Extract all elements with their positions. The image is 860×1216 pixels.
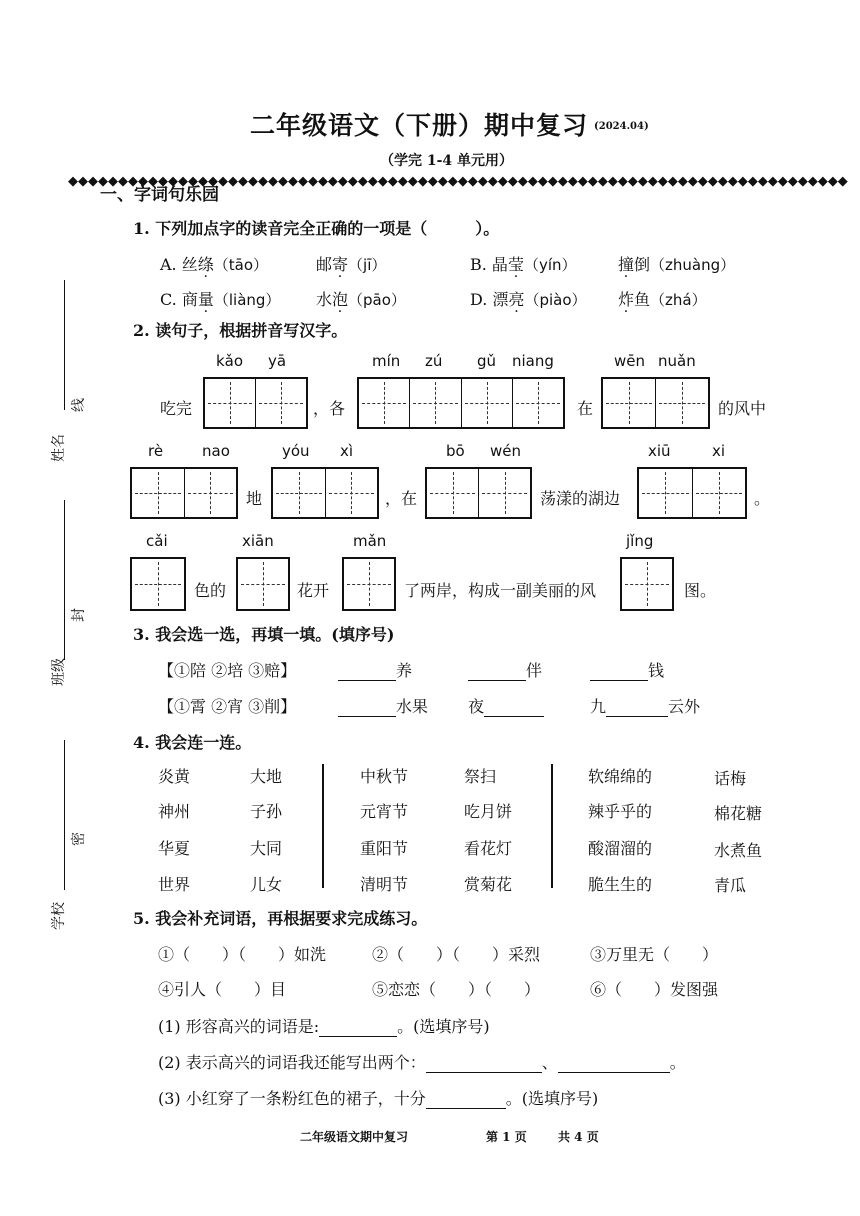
class-line bbox=[64, 500, 65, 660]
pinyin-nuan: nuǎn bbox=[658, 352, 696, 370]
binding-feng: 封 bbox=[68, 608, 88, 622]
pinyin-xiu: xiū bbox=[648, 442, 671, 460]
section-heading: 一、字词句乐园 bbox=[100, 185, 219, 205]
q4-col1-item[interactable]: 神州 bbox=[158, 802, 191, 821]
q4-col5-item[interactable]: 脆生生的 bbox=[588, 875, 653, 894]
q4-col4-item[interactable]: 祭扫 bbox=[464, 767, 497, 786]
q2-text-ge: ，各 bbox=[313, 399, 346, 418]
q3-row2-options: 【①霄 ②宵 ③削】 bbox=[158, 697, 297, 716]
q5-heading: 5. 我会补充词语，再根据要求完成练习。 bbox=[133, 909, 428, 928]
footer-page-number: 第 1 页 bbox=[486, 1130, 527, 1144]
q4-col2-item[interactable]: 子孙 bbox=[250, 802, 283, 821]
q4-col3-item[interactable]: 重阳节 bbox=[360, 839, 409, 858]
write-grid-renao[interactable] bbox=[130, 467, 238, 519]
q4-col6-item[interactable]: 水煮鱼 bbox=[714, 841, 763, 860]
q5-subq-3: (3) 小红穿了一条粉红色的裙子，十分 。(选填序号) bbox=[158, 1089, 599, 1108]
q4-col2-item[interactable]: 大地 bbox=[250, 767, 283, 786]
q4-col1-item[interactable]: 世界 bbox=[158, 875, 191, 894]
q5-idiom-4[interactable]: ④引人（ ）目 bbox=[158, 980, 287, 999]
q4-col6-item[interactable]: 话梅 bbox=[714, 769, 747, 788]
q3-blank[interactable] bbox=[484, 700, 544, 717]
q4-col5-item[interactable]: 辣乎乎的 bbox=[588, 802, 653, 821]
q4-col3-item[interactable]: 清明节 bbox=[360, 875, 409, 894]
q5-blank[interactable] bbox=[426, 1056, 542, 1073]
pinyin-jing: jǐng bbox=[626, 532, 654, 550]
pinyin-bo: bō bbox=[446, 442, 465, 460]
binding-diamond-border: ◆◆◆◆◆◆◆◆◆◆◆◆◆◆◆◆◆◆◆◆◆◆◆◆◆◆◆◆◆◆◆◆◆◆◆◆◆◆◆◆◆◆◆◆◆◆◆◆◆◆◆◆◆◆◆◆◆◆◆◆◆◆◆◆◆◆◆◆◆◆◆◆◆◆◆◆◆◆ bbox=[68, 174, 848, 189]
q2-text-zai: 在 bbox=[577, 399, 594, 418]
q2-text-chiwan: 吃完 bbox=[160, 399, 193, 418]
q2-text-period: 。 bbox=[754, 489, 771, 508]
q4-col5-item[interactable]: 酸溜溜的 bbox=[588, 839, 653, 858]
pinyin-niang: niang bbox=[512, 352, 554, 370]
footer-title: 二年级语文期中复习 bbox=[300, 1130, 409, 1144]
q1-option-c-word2: 水泡（pāo） bbox=[316, 290, 406, 309]
q2-text-tu: 图。 bbox=[684, 581, 717, 600]
pinyin-ya: yā bbox=[268, 352, 287, 370]
q1-option-c: C. 商量（liàng） bbox=[160, 290, 281, 309]
q2-heading: 2. 读句子，根据拼音写汉字。 bbox=[133, 321, 348, 340]
pinyin-wen2: wén bbox=[490, 442, 522, 460]
write-grid-youxi[interactable] bbox=[271, 467, 379, 519]
q5-blank[interactable] bbox=[558, 1056, 670, 1073]
q3-row1-item1: 养 bbox=[338, 658, 412, 681]
q3-row2-item2: 夜 bbox=[468, 694, 544, 717]
pinyin-gu: gǔ bbox=[477, 352, 497, 370]
q3-blank[interactable] bbox=[606, 700, 668, 717]
q4-col2-item[interactable]: 儿女 bbox=[250, 875, 283, 894]
q2-text-huakai: 花开 bbox=[297, 581, 330, 600]
q5-idiom-5[interactable]: ⑤恋恋（ ）（ ） bbox=[372, 980, 541, 999]
q5-blank[interactable] bbox=[426, 1092, 506, 1109]
q3-blank[interactable] bbox=[338, 700, 396, 717]
q5-idiom-2[interactable]: ②（ ）（ ）采烈 bbox=[372, 945, 541, 964]
q4-col4-item[interactable]: 看花灯 bbox=[464, 839, 513, 858]
q4-col2-item[interactable]: 大同 bbox=[250, 839, 283, 858]
binding-xian: 线 bbox=[68, 398, 88, 412]
q1-option-a-word2: 邮寄（jī） bbox=[316, 255, 387, 274]
write-grid-wennuan[interactable] bbox=[601, 377, 710, 429]
class-label: 班级 bbox=[51, 658, 67, 686]
q2-text-di: 地 bbox=[246, 489, 263, 508]
pinyin-kao: kǎo bbox=[216, 352, 244, 370]
q1-option-a: A. 丝绦（tāo） bbox=[160, 255, 269, 274]
q2-text-zai2: ，在 bbox=[385, 489, 418, 508]
q5-idiom-1[interactable]: ①（ ）（ ）如洗 bbox=[158, 945, 327, 964]
q4-col4-item[interactable]: 赏菊花 bbox=[464, 875, 513, 894]
q3-row1-options: 【①陪 ②培 ③赔】 bbox=[158, 661, 297, 680]
q4-separator-2 bbox=[551, 764, 553, 888]
write-grid-cai[interactable] bbox=[130, 557, 186, 611]
pinyin-cai: cǎi bbox=[146, 532, 168, 550]
q3-row1-item3: 钱 bbox=[590, 658, 664, 681]
q4-col3-item[interactable]: 元宵节 bbox=[360, 802, 409, 821]
q1-option-b: B. 晶莹（yín） bbox=[470, 255, 577, 274]
pinyin-you: yóu bbox=[282, 442, 310, 460]
q3-row2-item3: 九 云外 bbox=[590, 697, 701, 716]
write-grid-kaoya[interactable] bbox=[203, 377, 308, 429]
q4-col5-item[interactable]: 软绵绵的 bbox=[588, 767, 653, 786]
name-label: 姓名 bbox=[51, 434, 67, 462]
write-grid-xiuxi[interactable] bbox=[637, 467, 747, 519]
write-grid-xian[interactable] bbox=[236, 557, 290, 611]
write-grid-jing[interactable] bbox=[620, 557, 674, 611]
q3-heading: 3. 我会选一选，再填一填。(填序号) bbox=[133, 625, 395, 644]
pinyin-wen: wēn bbox=[614, 352, 646, 370]
q1-option-b-word2: 撞倒（zhuàng） bbox=[618, 255, 736, 274]
q1-heading: 1. 下列加点字的读音完全正确的一项是（ ）。 bbox=[133, 219, 500, 238]
q2-text-sede: 色的 bbox=[194, 581, 227, 600]
footer-total-pages: 共 4 页 bbox=[558, 1130, 599, 1144]
pinyin-min: mín bbox=[372, 352, 401, 370]
q3-blank[interactable] bbox=[468, 664, 526, 681]
school-label: 学校 bbox=[51, 902, 67, 930]
q4-heading: 4. 我会连一连。 bbox=[133, 733, 252, 752]
q3-blank[interactable] bbox=[338, 664, 396, 681]
binding-mi: 密 bbox=[68, 832, 88, 846]
pinyin-xian: xiān bbox=[242, 532, 274, 550]
q5-subq-1: (1) 形容高兴的词语是: 。(选填序号) bbox=[158, 1017, 490, 1036]
q5-idiom-6[interactable]: ⑥（ ）发图强 bbox=[590, 980, 719, 999]
pinyin-nao: nao bbox=[202, 442, 230, 460]
q2-text-dangyang: 荡漾的湖边 bbox=[540, 489, 621, 508]
q3-row2-item1: 水果 bbox=[338, 694, 428, 717]
school-line bbox=[64, 740, 65, 890]
pinyin-zu: zú bbox=[425, 352, 443, 370]
q4-separator-1 bbox=[322, 764, 324, 888]
q4-col6-item[interactable]: 青瓜 bbox=[714, 876, 747, 895]
q1-option-d: D. 漂亮（piào） bbox=[470, 290, 587, 309]
q5-idiom-3[interactable]: ③万里无（ ） bbox=[590, 945, 719, 964]
q4-col1-item[interactable]: 华夏 bbox=[158, 839, 191, 858]
q1-option-d-word2: 炸鱼（zhá） bbox=[618, 290, 707, 309]
q4-col6-item[interactable]: 棉花糖 bbox=[714, 804, 763, 823]
q3-row1-item2: 伴 bbox=[468, 658, 542, 681]
write-grid-minzuguniang[interactable] bbox=[357, 377, 565, 429]
page-title: 二年级语文（下册）期中复习 bbox=[250, 111, 589, 140]
q2-text-lelianan: 了两岸，构成一副美丽的风 bbox=[404, 581, 597, 600]
q5-blank[interactable] bbox=[319, 1020, 397, 1037]
q5-subq-2: (2) 表示高兴的词语我还能写出两个： 、 。 bbox=[158, 1053, 686, 1072]
q4-col3-item[interactable]: 中秋节 bbox=[360, 767, 409, 786]
q4-col1-item[interactable]: 炎黄 bbox=[158, 767, 191, 786]
q3-blank[interactable] bbox=[590, 664, 648, 681]
title-date: (2024.04) bbox=[594, 121, 649, 132]
write-grid-bowen[interactable] bbox=[425, 467, 532, 519]
q4-col4-item[interactable]: 吃月饼 bbox=[464, 802, 513, 821]
pinyin-xi: xì bbox=[340, 442, 354, 460]
page-subtitle: （学完 1-4 单元用） bbox=[380, 153, 514, 169]
pinyin-xi2: xi bbox=[712, 442, 726, 460]
write-grid-man[interactable] bbox=[342, 557, 396, 611]
name-line bbox=[64, 280, 65, 410]
pinyin-re: rè bbox=[148, 442, 164, 460]
q2-text-defengzhong: 的风中 bbox=[718, 399, 767, 418]
pinyin-man: mǎn bbox=[353, 532, 387, 550]
